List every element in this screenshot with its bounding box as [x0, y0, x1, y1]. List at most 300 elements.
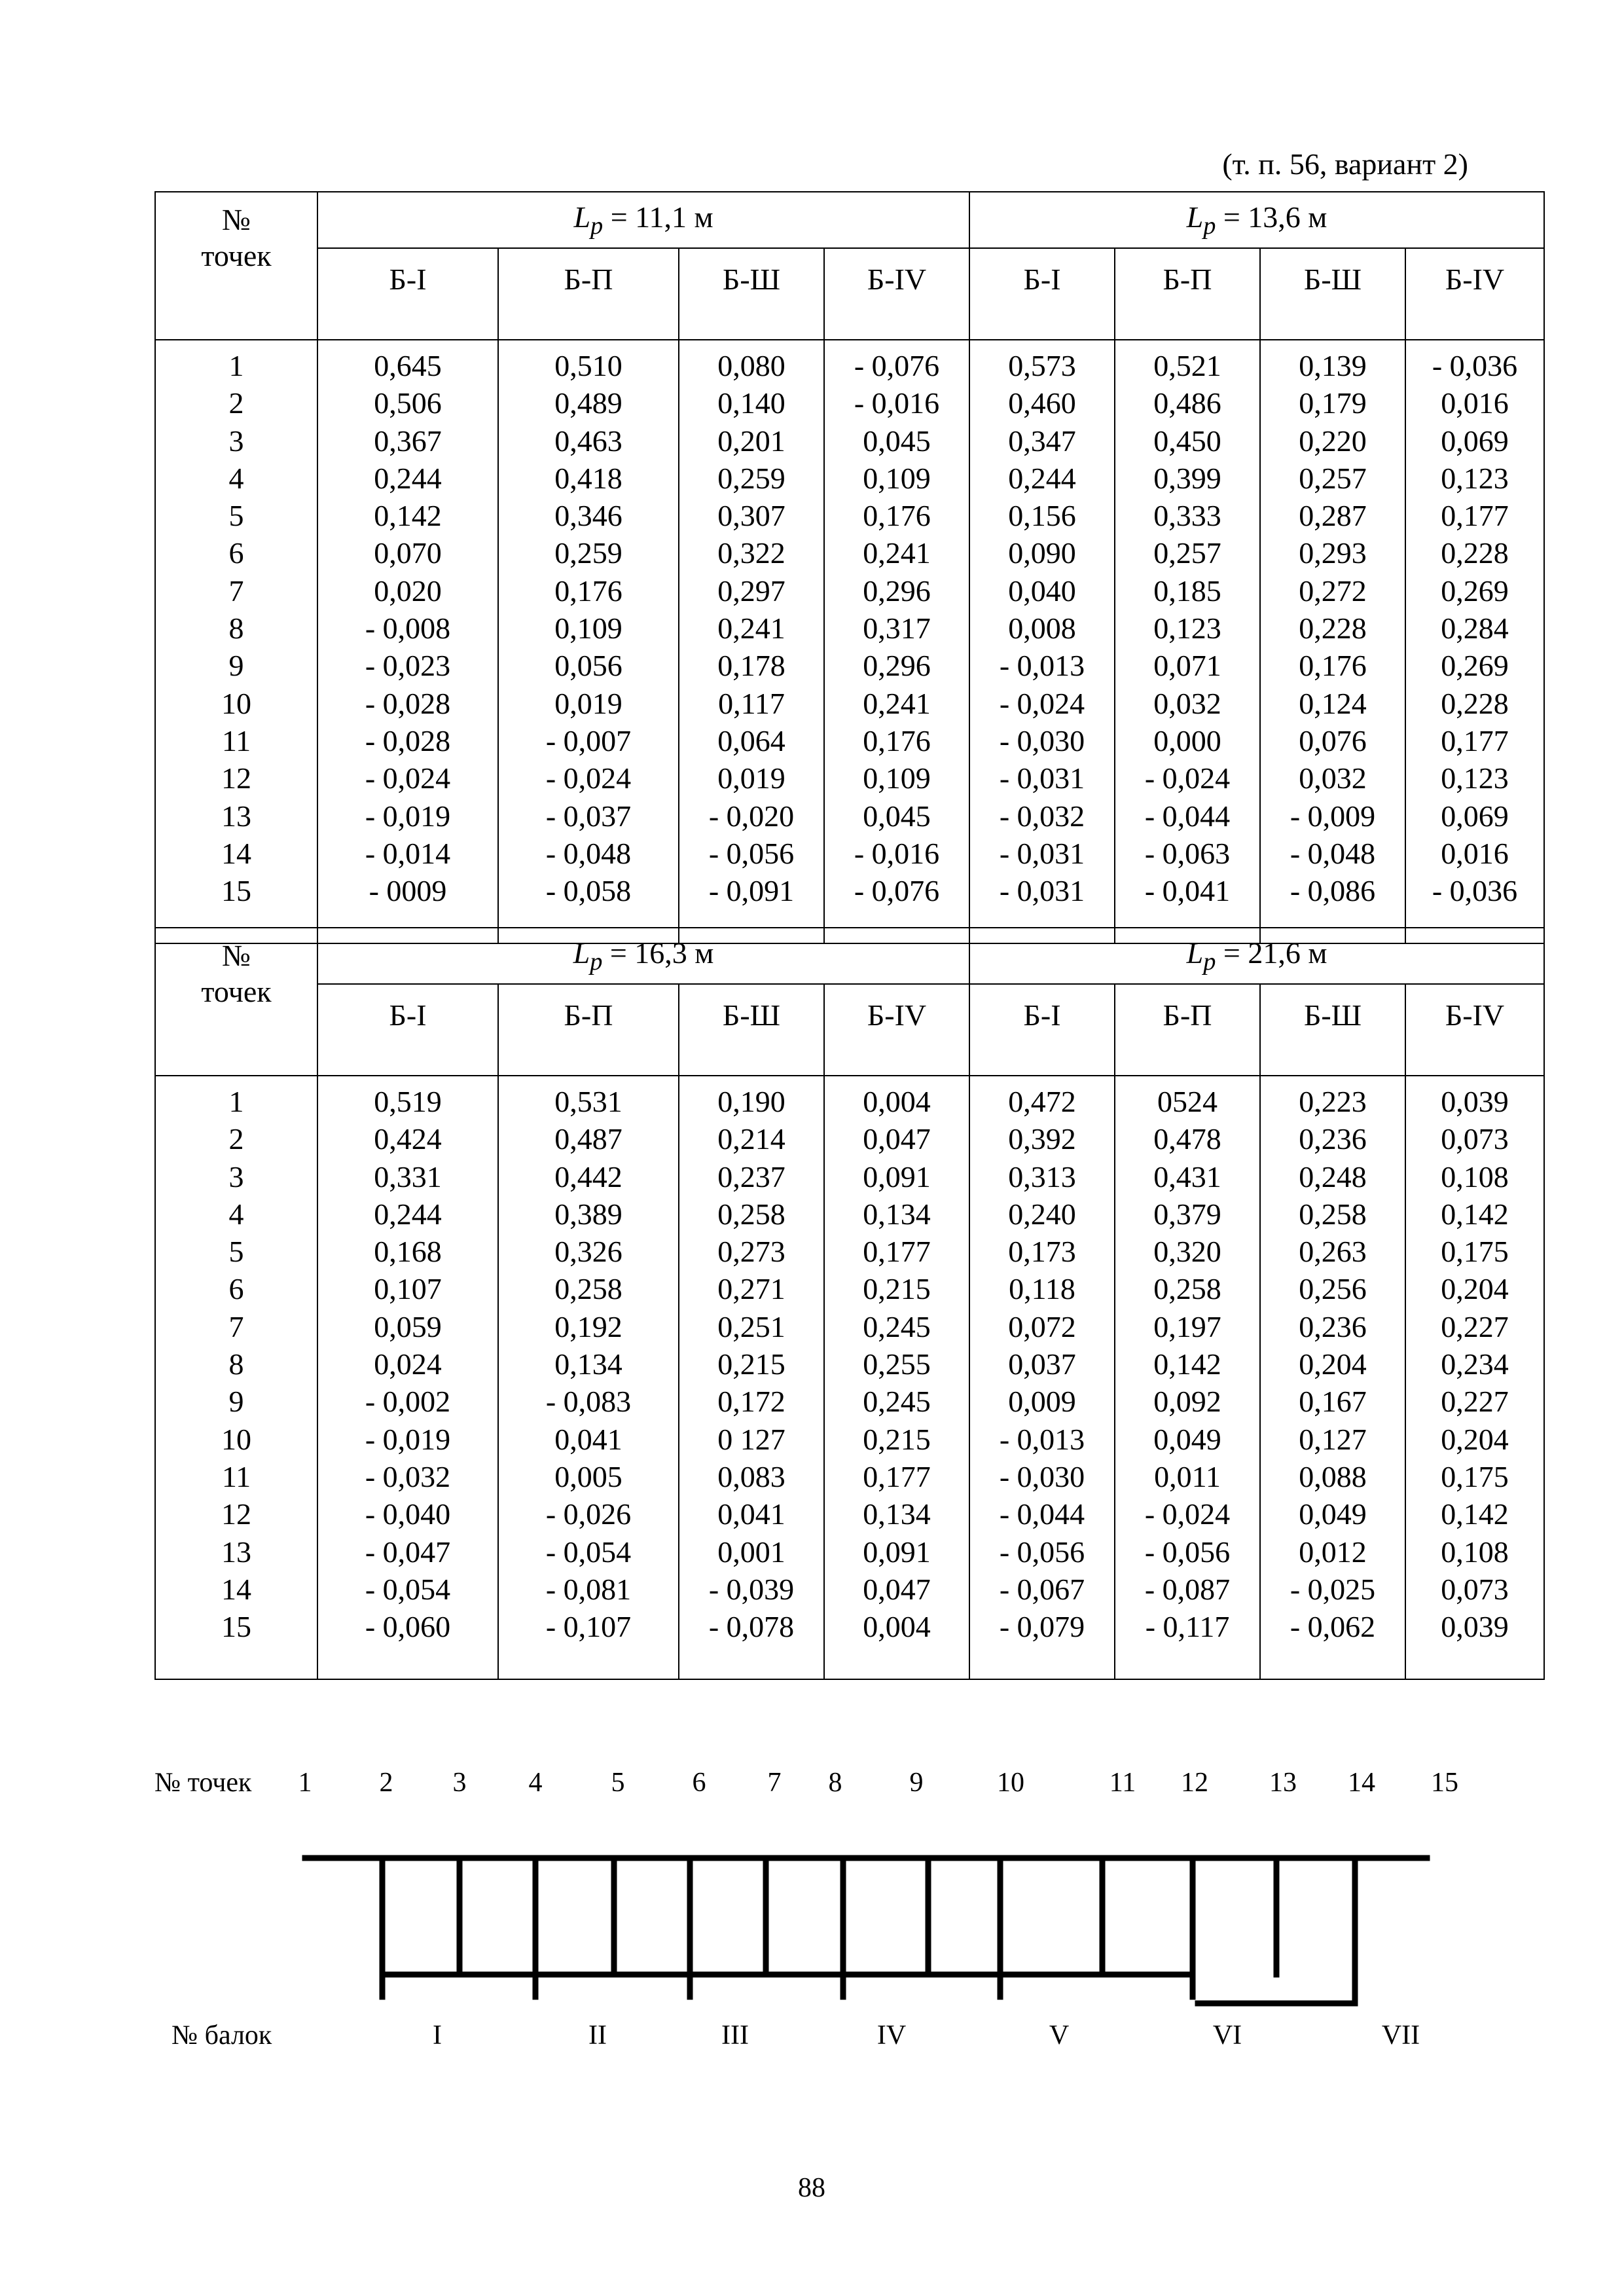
- value-cell: 0 127: [717, 1422, 785, 1456]
- value-cell: - 0,060: [365, 1610, 451, 1644]
- value-column: [317, 1076, 498, 1679]
- value-cell: 0,244: [1008, 461, 1076, 495]
- point-number-cell: 11: [221, 1459, 251, 1493]
- value-cell: - 0,062: [1290, 1610, 1376, 1644]
- point-number-header-line2: точек: [201, 239, 272, 273]
- value-cell: 0,179: [1299, 386, 1367, 420]
- beams-row-label: № балок: [171, 2020, 272, 2050]
- value-cell: - 0,041: [1144, 874, 1231, 908]
- value-cell: - 0,007: [545, 723, 632, 757]
- value-cell: 0,109: [554, 611, 623, 646]
- point-number-column: [155, 1076, 317, 1679]
- point-number-cell: 7: [228, 1309, 244, 1343]
- value-cell: 0,489: [554, 386, 623, 420]
- beam-header: Б-I: [969, 984, 1115, 1076]
- value-cell: 0,258: [1299, 1197, 1367, 1231]
- beam-header: Б-IV: [824, 984, 969, 1076]
- span-value: = 21,6 м: [1223, 936, 1327, 970]
- value-column: [1260, 1076, 1405, 1679]
- point-number-cell: 14: [221, 836, 251, 870]
- beam-header: Б-Ш: [679, 984, 824, 1076]
- value-cell: 0,124: [1299, 686, 1367, 720]
- value-cell: 0,016: [1441, 836, 1509, 870]
- value-cell: - 0,013: [999, 649, 1085, 683]
- lp-subscript: р: [590, 948, 603, 976]
- value-cell: 0,296: [863, 649, 931, 683]
- value-cell: - 0,031: [999, 836, 1085, 870]
- value-cell: 0,045: [863, 424, 931, 458]
- point-number-header-line2: точек: [201, 975, 272, 1009]
- value-cell: - 0,058: [545, 874, 632, 908]
- value-cell: 0,134: [554, 1347, 623, 1381]
- point-number-label: 3: [452, 1768, 467, 1798]
- value-cell: 0,228: [1299, 611, 1367, 646]
- value-cell: 0,142: [1441, 1197, 1509, 1231]
- value-cell: - 0,067: [999, 1572, 1085, 1606]
- value-column: [969, 1076, 1115, 1679]
- value-cell: - 0,019: [365, 799, 451, 833]
- value-cell: 0,176: [1299, 649, 1367, 683]
- value-column: [969, 340, 1115, 943]
- value-cell: 0,091: [863, 1535, 931, 1569]
- point-number-cell: 15: [221, 874, 251, 908]
- value-cell: 0,263: [1299, 1235, 1367, 1269]
- value-cell: 0,020: [374, 574, 442, 608]
- value-column: [679, 1076, 824, 1679]
- beam-header: Б-Ш: [679, 248, 824, 340]
- beam-header: Б-I: [317, 248, 498, 340]
- value-cell: 0,049: [1153, 1422, 1221, 1456]
- value-cell: - 0,024: [999, 686, 1085, 720]
- value-cell: - 0,031: [999, 761, 1085, 795]
- value-cell: - 0,054: [545, 1535, 632, 1569]
- span-value: = 11,1 м: [610, 200, 713, 234]
- span-value: = 16,3 м: [609, 936, 714, 970]
- value-cell: - 0,083: [545, 1385, 632, 1419]
- point-number-header: [155, 928, 317, 1076]
- value-cell: 0,117: [718, 686, 785, 720]
- value-cell: 0,118: [1009, 1272, 1075, 1306]
- value-cell: - 0,036: [1432, 349, 1518, 382]
- value-cell: 0,245: [863, 1385, 931, 1419]
- point-number-cell: 4: [228, 1197, 244, 1231]
- point-number-cell: 5: [228, 1235, 244, 1269]
- value-cell: 0,041: [717, 1497, 785, 1531]
- value-cell: 0,092: [1153, 1385, 1221, 1419]
- point-number-cell: 13: [221, 799, 251, 833]
- value-cell: 0,284: [1441, 611, 1509, 646]
- value-cell: 0,175: [1441, 1459, 1509, 1493]
- value-cell: 0,039: [1441, 1085, 1509, 1118]
- value-cell: 0,245: [863, 1309, 931, 1343]
- value-cell: 0,255: [863, 1347, 931, 1381]
- value-cell: 0,177: [1441, 499, 1509, 533]
- value-cell: 0,172: [717, 1385, 785, 1419]
- value-cell: 0,346: [554, 499, 623, 533]
- value-cell: 0,573: [1008, 349, 1076, 382]
- coefficient-table-upper: [154, 191, 1545, 944]
- value-cell: 0,032: [1299, 761, 1367, 795]
- beam-header: Б-I: [317, 984, 498, 1076]
- value-cell: 0,506: [374, 386, 442, 420]
- value-cell: 0,248: [1299, 1159, 1367, 1194]
- value-cell: 0,287: [1299, 499, 1367, 533]
- beam-header: Б-I: [969, 248, 1115, 340]
- lp-symbol: L: [1186, 936, 1204, 970]
- value-cell: 0,259: [554, 536, 623, 570]
- value-cell: 0,228: [1441, 686, 1509, 720]
- value-column: [679, 340, 824, 943]
- value-cell: 0,510: [554, 349, 623, 382]
- point-number-header: [155, 192, 317, 340]
- span-header-3: [317, 928, 969, 984]
- value-cell: 0,236: [1299, 1309, 1367, 1343]
- value-cell: 0,140: [717, 386, 785, 420]
- point-number-column: [155, 340, 317, 943]
- value-cell: 0,019: [717, 761, 785, 795]
- value-cell: 0,088: [1299, 1459, 1367, 1493]
- value-cell: 0,463: [554, 424, 623, 458]
- value-cell: 0,091: [863, 1159, 931, 1194]
- value-cell: 0,134: [863, 1497, 931, 1531]
- point-number-cell: 11: [221, 723, 251, 757]
- value-cell: 0,069: [1441, 424, 1509, 458]
- value-cell: 0,460: [1008, 386, 1076, 420]
- value-cell: 0,127: [1299, 1422, 1367, 1456]
- value-cell: - 0,047: [365, 1535, 451, 1569]
- value-cell: 0,240: [1008, 1197, 1076, 1231]
- value-cell: - 0,079: [999, 1610, 1085, 1644]
- page-number: 88: [798, 2173, 825, 2203]
- value-cell: 0,168: [374, 1235, 442, 1269]
- value-cell: - 0,008: [365, 611, 451, 646]
- value-cell: - 0,086: [1290, 874, 1376, 908]
- value-cell: 0,389: [554, 1197, 623, 1231]
- value-column: [824, 1076, 969, 1679]
- value-cell: 0,041: [554, 1422, 623, 1456]
- value-cell: 0,177: [863, 1235, 931, 1269]
- value-cell: 0,109: [863, 461, 931, 495]
- value-cell: 0,009: [1008, 1385, 1076, 1419]
- value-cell: 0,244: [374, 1197, 442, 1231]
- value-cell: 0,214: [717, 1122, 785, 1156]
- beam-number-label: VI: [1212, 2020, 1242, 2050]
- span-header-2: [969, 192, 1544, 248]
- value-cell: - 0,117: [1145, 1610, 1230, 1644]
- value-cell: 0,139: [1299, 349, 1367, 382]
- point-number-cell: 13: [221, 1535, 251, 1569]
- value-cell: - 0,063: [1144, 836, 1231, 870]
- point-number-label: 2: [379, 1768, 393, 1798]
- value-cell: - 0,019: [365, 1422, 451, 1456]
- lp-symbol: L: [573, 936, 590, 970]
- value-cell: 0,176: [863, 499, 931, 533]
- value-cell: - 0,044: [1144, 799, 1231, 833]
- point-number-cell: 8: [228, 611, 244, 646]
- value-cell: 0,269: [1441, 649, 1509, 683]
- beam-number-label: III: [721, 2020, 749, 2050]
- table-data-body: [155, 340, 1544, 943]
- point-number-cell: 1: [228, 349, 244, 382]
- value-cell: - 0,031: [999, 874, 1085, 908]
- beam-header: Б-П: [498, 248, 679, 340]
- value-cell: 0,004: [863, 1610, 931, 1644]
- value-cell: 0,142: [374, 499, 442, 533]
- value-cell: 0,215: [863, 1422, 931, 1456]
- lp-symbol: L: [1186, 200, 1204, 234]
- value-cell: 0,228: [1441, 536, 1509, 570]
- value-cell: 0,024: [374, 1347, 442, 1381]
- value-cell: - 0,056: [708, 836, 795, 870]
- beam-header: Б-П: [1115, 984, 1260, 1076]
- point-number-cell: 12: [221, 761, 251, 795]
- value-cell: - 0,025: [1290, 1572, 1376, 1606]
- value-cell: - 0,014: [365, 836, 451, 870]
- value-cell: 0,177: [1441, 723, 1509, 757]
- value-column: [1115, 1076, 1260, 1679]
- value-cell: 0,241: [717, 611, 785, 646]
- value-cell: - 0,016: [854, 386, 940, 420]
- point-number-label: 13: [1269, 1768, 1297, 1798]
- value-cell: - 0,039: [708, 1572, 795, 1606]
- value-cell: - 0,028: [365, 723, 451, 757]
- value-cell: - 0,028: [365, 686, 451, 720]
- point-number-label: 9: [909, 1768, 924, 1798]
- span-value: = 13,6 м: [1223, 200, 1327, 234]
- value-cell: 0,521: [1153, 349, 1221, 382]
- point-number-cell: 14: [221, 1572, 251, 1606]
- value-cell: 0,273: [717, 1235, 785, 1269]
- point-number-cell: 10: [221, 686, 251, 720]
- value-cell: 0,367: [374, 424, 442, 458]
- value-cell: - 0,107: [545, 1610, 632, 1644]
- value-cell: 0,177: [863, 1459, 931, 1493]
- value-cell: - 0,023: [365, 649, 451, 683]
- value-cell: 0,293: [1299, 536, 1367, 570]
- value-cell: 0,478: [1153, 1122, 1221, 1156]
- value-cell: - 0009: [369, 874, 447, 908]
- value-cell: 0,204: [1299, 1347, 1367, 1381]
- value-cell: 0,192: [554, 1309, 623, 1343]
- value-cell: 0,072: [1008, 1309, 1076, 1343]
- value-cell: 0,185: [1153, 574, 1221, 608]
- beam-header: Б-IV: [1405, 984, 1544, 1076]
- value-cell: 0,215: [717, 1347, 785, 1381]
- value-cell: 0,645: [374, 349, 442, 382]
- value-cell: 0,011: [1154, 1459, 1221, 1493]
- value-cell: 0,424: [374, 1122, 442, 1156]
- value-cell: - 0,081: [545, 1572, 632, 1606]
- value-cell: 0,313: [1008, 1159, 1076, 1194]
- value-cell: 0,175: [1441, 1235, 1509, 1269]
- point-number-cell: 2: [228, 1122, 244, 1156]
- value-cell: - 0,030: [999, 1459, 1085, 1493]
- value-cell: 0,215: [863, 1272, 931, 1306]
- value-cell: 0,256: [1299, 1272, 1367, 1306]
- value-cell: 0,107: [374, 1272, 442, 1306]
- value-cell: 0,320: [1153, 1235, 1221, 1269]
- value-column: [1115, 340, 1260, 943]
- value-cell: 0,040: [1008, 574, 1076, 608]
- beam-header: Б-IV: [1405, 248, 1544, 340]
- point-number-cell: 15: [221, 1610, 251, 1644]
- value-cell: 0,004: [863, 1085, 931, 1118]
- point-number-cell: 2: [228, 386, 244, 420]
- point-number-cell: 7: [228, 574, 244, 608]
- value-cell: 0,333: [1153, 499, 1221, 533]
- value-cell: - 0,044: [999, 1497, 1085, 1531]
- value-cell: - 0,087: [1144, 1572, 1231, 1606]
- value-cell: 0,258: [717, 1197, 785, 1231]
- value-cell: 0,431: [1153, 1159, 1221, 1194]
- lp-symbol: L: [573, 200, 591, 234]
- value-cell: 0,322: [717, 536, 785, 570]
- value-cell: 0,073: [1441, 1122, 1509, 1156]
- value-cell: 0,450: [1153, 424, 1221, 458]
- beam-number-label: II: [588, 2020, 607, 2050]
- value-cell: 0,005: [554, 1459, 623, 1493]
- value-cell: - 0,037: [545, 799, 632, 833]
- value-cell: 0,296: [863, 574, 931, 608]
- value-cell: 0,016: [1441, 386, 1509, 420]
- value-cell: - 0,048: [545, 836, 632, 870]
- beam-number-label: V: [1049, 2020, 1070, 2050]
- value-cell: 0,032: [1153, 686, 1221, 720]
- value-cell: 0,142: [1441, 1497, 1509, 1531]
- value-cell: - 0,076: [854, 874, 940, 908]
- value-cell: 0,472: [1008, 1085, 1076, 1118]
- value-cell: - 0,013: [999, 1422, 1085, 1456]
- value-cell: 0,076: [1299, 723, 1367, 757]
- value-cell: 0,251: [717, 1309, 785, 1343]
- value-cell: - 0,024: [1144, 761, 1231, 795]
- value-cell: - 0,091: [708, 874, 795, 908]
- value-cell: - 0,032: [365, 1459, 451, 1493]
- point-number-label: 11: [1109, 1768, 1136, 1798]
- value-column: [824, 340, 969, 943]
- value-cell: 0,108: [1441, 1159, 1509, 1194]
- value-cell: 0,059: [374, 1309, 442, 1343]
- table-data-body: [155, 1076, 1544, 1679]
- value-cell: 0,257: [1299, 461, 1367, 495]
- value-cell: 0,167: [1299, 1385, 1367, 1419]
- point-number-cell: 10: [221, 1422, 251, 1456]
- value-cell: 0,487: [554, 1122, 623, 1156]
- value-cell: - 0,002: [365, 1385, 451, 1419]
- value-cell: 0,379: [1153, 1197, 1221, 1231]
- value-cell: 0,223: [1299, 1085, 1367, 1118]
- point-number-label: 8: [828, 1768, 842, 1798]
- value-cell: 0,241: [863, 686, 931, 720]
- value-cell: 0,237: [717, 1159, 785, 1194]
- value-cell: 0,090: [1008, 536, 1076, 570]
- value-cell: 0,008: [1008, 611, 1076, 646]
- value-cell: 0,257: [1153, 536, 1221, 570]
- value-cell: - 0,078: [708, 1610, 795, 1644]
- point-number-header-line1: №: [222, 203, 251, 236]
- value-cell: 0,134: [863, 1197, 931, 1231]
- point-number-cell: 9: [228, 1385, 244, 1419]
- value-column: [1405, 1076, 1544, 1679]
- beam-header: Б-Ш: [1260, 984, 1405, 1076]
- point-number-label: 6: [692, 1768, 706, 1798]
- value-cell: 0,227: [1441, 1309, 1509, 1343]
- value-cell: 0,331: [374, 1159, 442, 1194]
- beam-header: Б-П: [1115, 248, 1260, 340]
- value-cell: 0,001: [717, 1535, 785, 1569]
- value-cell: 0,486: [1153, 386, 1221, 420]
- point-number-cell: 8: [228, 1347, 244, 1381]
- beam-number-label: I: [433, 2020, 442, 2050]
- value-column: [317, 340, 498, 943]
- span-header-4: [969, 928, 1544, 984]
- point-number-label: 14: [1348, 1768, 1375, 1798]
- value-cell: 0,347: [1008, 424, 1076, 458]
- point-number-cell: 9: [228, 649, 244, 683]
- point-number-cell: 6: [228, 536, 244, 570]
- value-cell: 0,064: [717, 723, 785, 757]
- value-cell: 0,220: [1299, 424, 1367, 458]
- value-cell: 0,108: [1441, 1535, 1509, 1569]
- beam-number-label: VII: [1381, 2020, 1420, 2050]
- value-cell: - 0,020: [708, 799, 795, 833]
- value-column: [1405, 340, 1544, 943]
- value-cell: 0,056: [554, 649, 623, 683]
- beam-number-label: IV: [876, 2020, 907, 2050]
- value-cell: - 0,009: [1290, 799, 1376, 833]
- value-cell: - 0,054: [365, 1572, 451, 1606]
- value-cell: 0,071: [1153, 649, 1221, 683]
- value-column: [1260, 340, 1405, 943]
- value-cell: - 0,056: [1144, 1535, 1231, 1569]
- value-cell: 0,201: [717, 424, 785, 458]
- value-cell: 0,000: [1153, 723, 1221, 757]
- point-number-cell: 12: [221, 1497, 251, 1531]
- point-number-cell: 6: [228, 1272, 244, 1306]
- value-cell: 0,069: [1441, 799, 1509, 833]
- value-cell: 0,197: [1153, 1309, 1221, 1343]
- value-cell: 0,259: [717, 461, 785, 495]
- value-cell: 0,234: [1441, 1347, 1509, 1381]
- beam-header: Б-IV: [824, 248, 969, 340]
- value-cell: 0,037: [1008, 1347, 1076, 1381]
- lp-subscript: р: [590, 212, 604, 240]
- point-number-cell: 3: [228, 1159, 244, 1194]
- value-cell: 0,442: [554, 1159, 623, 1194]
- value-cell: 0,156: [1008, 499, 1076, 533]
- value-cell: - 0,048: [1290, 836, 1376, 870]
- value-cell: 0,012: [1299, 1535, 1367, 1569]
- value-cell: - 0,024: [545, 761, 632, 795]
- value-column: [498, 1076, 679, 1679]
- value-cell: 0,269: [1441, 574, 1509, 608]
- value-cell: - 0,024: [365, 761, 451, 795]
- points-row-label: № точек: [154, 1768, 252, 1798]
- span-header-1: [317, 192, 969, 248]
- value-cell: - 0,032: [999, 799, 1085, 833]
- point-number-header-line1: №: [222, 939, 251, 972]
- value-cell: 0,123: [1153, 611, 1221, 646]
- value-cell: 0,073: [1441, 1572, 1509, 1606]
- point-number-label: 4: [528, 1768, 543, 1798]
- table-caption: (т. п. 56, вариант 2): [1222, 147, 1468, 181]
- value-cell: 0,317: [863, 611, 931, 646]
- value-cell: 0,123: [1441, 461, 1509, 495]
- value-cell: 0,176: [863, 723, 931, 757]
- value-cell: 0,204: [1441, 1272, 1509, 1306]
- value-cell: 0,392: [1008, 1122, 1076, 1156]
- value-cell: 0,047: [863, 1122, 931, 1156]
